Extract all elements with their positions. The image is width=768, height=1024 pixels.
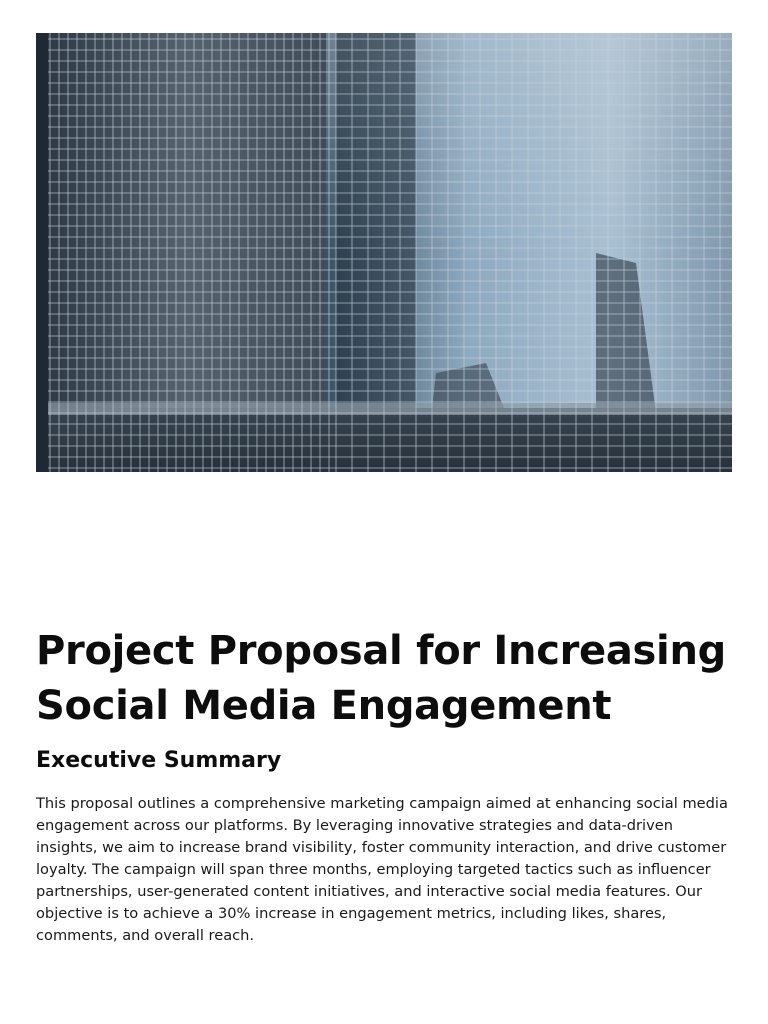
section-heading-executive-summary: Executive Summary [36,748,282,773]
building-facade-illustration [36,33,732,472]
hero-image [36,33,732,472]
executive-summary-paragraph: This proposal outlines a comprehensive marketing campaign aimed at enhancing social media engagement across our platforms. By leveraging innovative strategies and data-driven insights, we aim to increase brand visibility, foster community interaction, and drive customer loyalty. The campaign will span three months, employing targeted tactics such as influencer partnerships, user-generated content initiatives, and interactive social media features. Our objective is to achieve a 30% increase in engagement metrics, including likes, shares, comments, and overall reach. [36,795,728,944]
page-title: Project Proposal for Increasing Social Media Engagement [36,628,726,729]
